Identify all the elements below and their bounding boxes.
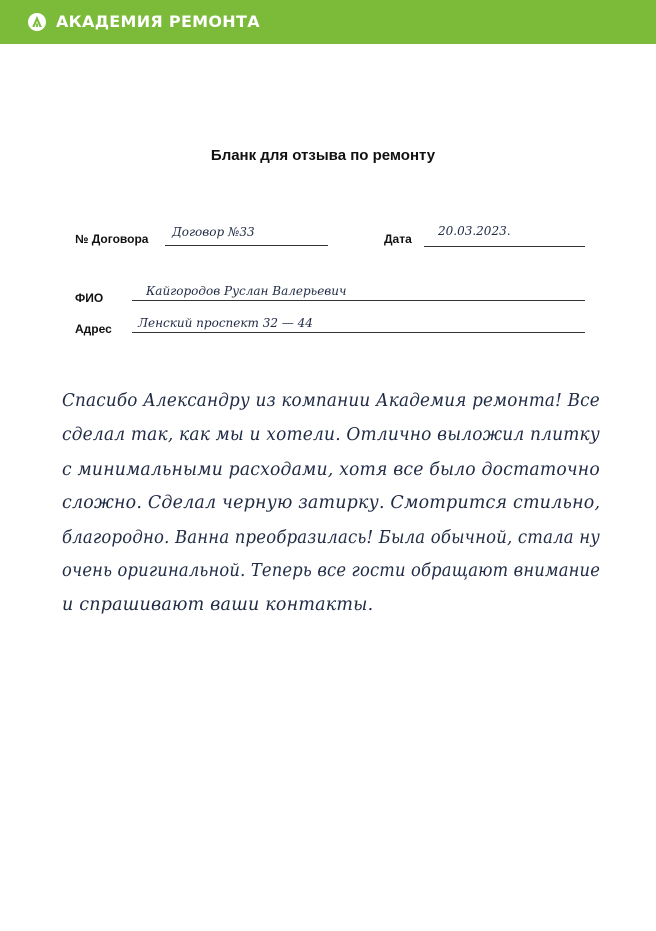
brand-name: АКАДЕМИЯ РЕМОНТА <box>56 12 260 31</box>
form-title: Бланк для отзыва по ремонту <box>210 147 436 164</box>
date-underline <box>424 246 585 247</box>
address-underline <box>132 332 585 333</box>
review-line: сделал так, как мы и хотели. Отлично выложил плитку <box>62 425 600 445</box>
review-line: очень оригинальной. Теперь все гости обращают внимание <box>62 561 601 581</box>
review-line: благородно. Ванна преобразилась! Была обычной, стала ну <box>62 528 600 548</box>
academy-logo-icon <box>27 12 47 32</box>
name-value: Кайгородов Руслан Валерьевич <box>146 284 347 298</box>
name-label: ФИО <box>75 291 104 305</box>
brand-header <box>0 0 656 44</box>
address-label: Адрес <box>75 322 112 336</box>
contract-label: № Договора <box>75 232 149 246</box>
review-line: сложно. Сделал черную затирку. Смотрится стильно, <box>62 493 601 513</box>
review-line: и спрашивают ваши контакты. <box>62 595 374 615</box>
review-line: Спасибо Александру из компании Академия ремонта! Все <box>62 391 600 411</box>
contract-value: Договор №33 <box>172 225 255 239</box>
address-value: Ленский проспект 32 — 44 <box>138 316 313 330</box>
name-underline <box>132 300 585 301</box>
review-line: с минимальными расходами, хотя все было достаточно <box>62 460 600 480</box>
date-value: 20.03.2023. <box>438 224 511 238</box>
contract-underline <box>165 245 328 246</box>
date-label: Дата <box>384 232 412 246</box>
